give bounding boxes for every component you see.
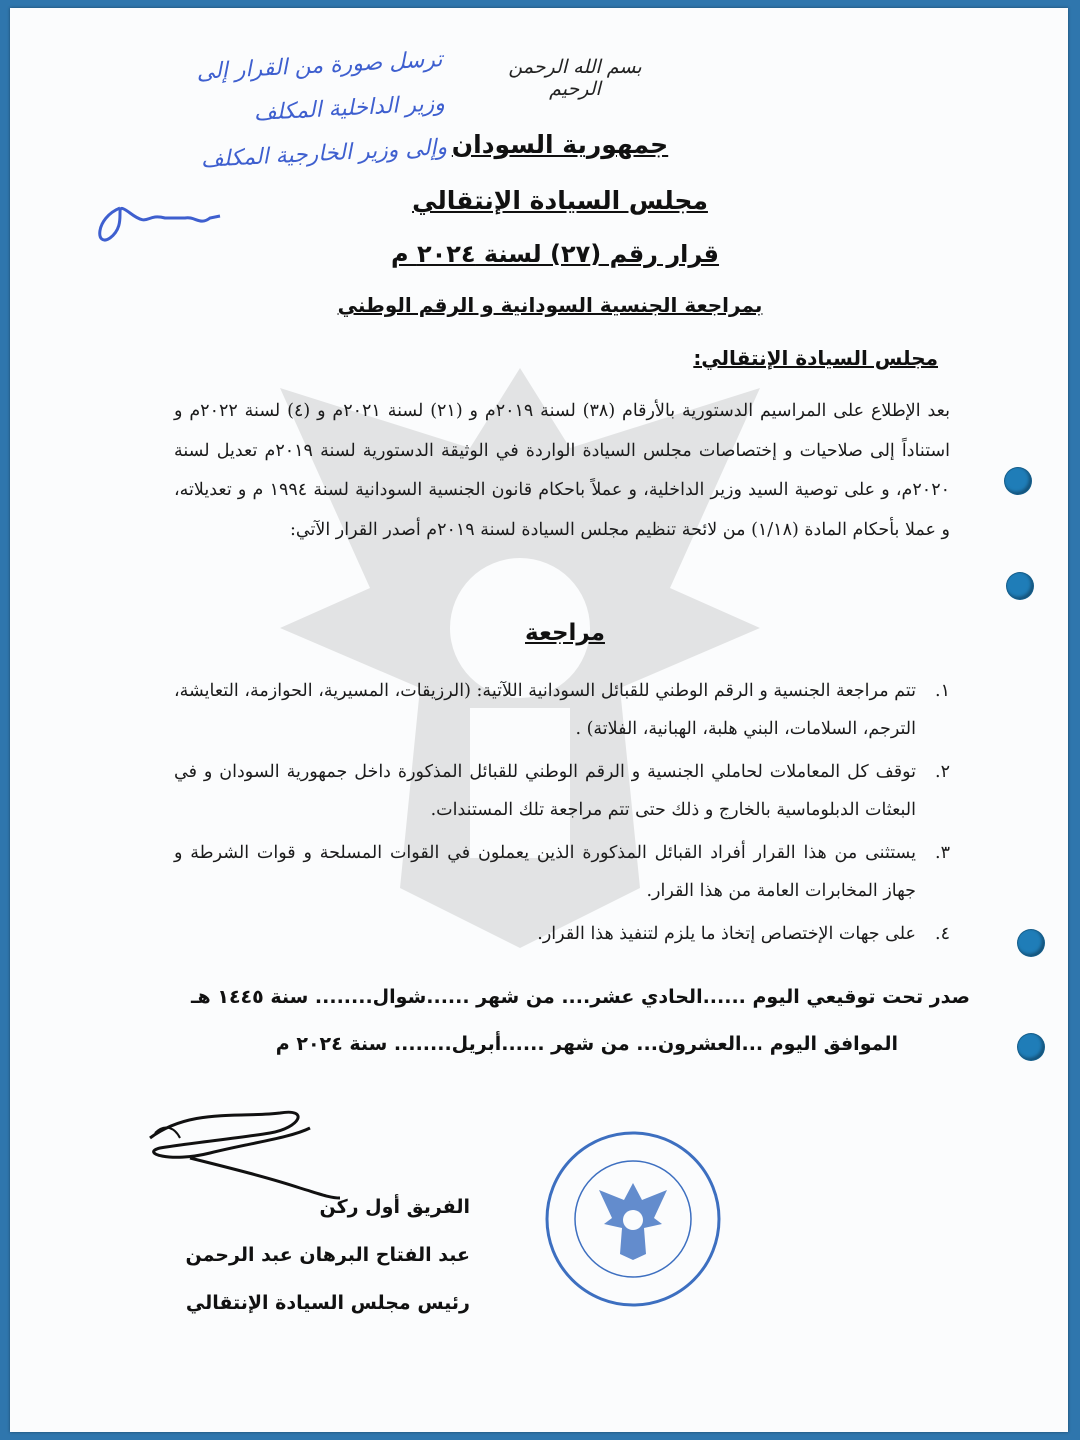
issued-date-line: صدر تحت توقيعي اليوم ......الحادي عشر.... من شهر ......شوال........ سنة ١٤٤٥ هـ: [191, 986, 970, 1008]
handwritten-note: [62, 38, 448, 190]
basmala: بسم الله الرحمن الرحيم: [508, 56, 642, 100]
signatory-name: عبد الفتاح البرهان عبد الرحمن: [185, 1244, 470, 1266]
punch-hole: [1018, 930, 1044, 956]
section-title: مراجعة: [525, 620, 605, 646]
document-page: [10, 8, 1068, 1432]
council-heading: مجلس السيادة الإنتقالي: [412, 186, 708, 215]
item-number: ٢.: [935, 762, 950, 782]
council-label: مجلس السيادة الإنتقالي:: [693, 346, 938, 370]
signatory-block: [185, 1183, 470, 1327]
official-stamp: [542, 1128, 724, 1310]
preamble-paragraph: بعد الإطلاع على المراسيم الدستورية بالأرقام (٣٨) لسنة ٢٠١٩م و (٢١) لسنة ٢٠٢١م و (٤) لسنة ٢٠٢٢م و استناداً إلى صلاحيات و إختصاصات مجلس السيادة الواردة في الوثيقة الدستورية لسنة ٢٠١٩م تعديل لسنة ٢٠٢٠م، و على توصية السيد وزير الداخلية، و عملاً باحكام قانون الجنسية السودانية لسنة ١٩٩٤ م و تعديلاته، و عملا بأحكام المادة (١/١٨) من لائحة تنظيم مجلس السيادة لسنة ٢٠١٩م أصدر القرار الآتي:: [174, 401, 950, 540]
item-number: ١.: [935, 681, 950, 701]
decree-heading: قرار رقم (٢٧) لسنة ٢٠٢٤ م: [390, 240, 720, 268]
corresponding-date-line: الموافق اليوم ...العشرون... من شهر ......أبريل........ سنة ٢٠٢٤ م: [275, 1033, 898, 1055]
item-text: تتم مراجعة الجنسية و الرقم الوطني للقبائل السودانية اللآتية: (الرزيقات، المسيرية، الحوازمة، التعايشة، الترجم، السلامات، البني هلبة، الهبانية، الفلاتة) .: [174, 681, 916, 739]
list-item: [174, 672, 950, 748]
subject-heading: بمراجعة الجنسية السودانية و الرقم الوطني: [337, 293, 763, 317]
note-line: ترسل صورة من القرار إلى: [196, 47, 444, 85]
punch-hole: [1005, 468, 1031, 494]
item-number: ٤.: [935, 924, 950, 944]
punch-hole: [1007, 573, 1033, 599]
item-text: توقف كل المعاملات لحاملي الجنسية و الرقم الوطني للقبائل المذكورة داخل جمهورية السودان و في البعثات الدبلوماسية بالخارج و ذلك حتى تتم مراجعة تلك المستندات.: [174, 762, 916, 820]
list-item: [174, 834, 950, 910]
punch-hole: [1018, 1034, 1044, 1060]
signatory-rank: الفريق أول ركن: [319, 1196, 470, 1218]
list-item: [174, 915, 950, 953]
note-line: وزير الداخلية المكلف: [253, 91, 446, 127]
signatory-title: رئيس مجلس السيادة الإنتقالي: [185, 1292, 470, 1314]
list-item: [174, 753, 950, 829]
item-number: ٣.: [935, 843, 950, 863]
country-heading: جمهورية السودان: [451, 130, 669, 159]
item-text: يستثنى من هذا القرار أفراد القبائل المذكورة الذين يعملون في القوات المسلحة و قوات الشرطة و جهاز المخابرات العامة من هذا القرار.: [174, 843, 916, 901]
decree-items: [174, 672, 950, 958]
item-text: على جهات الإختصاص إتخاذ ما يلزم لتنفيذ هذا القرار.: [537, 924, 916, 944]
initials-scribble: [90, 188, 230, 258]
note-line: وإلى وزير الخارجية المكلف: [200, 135, 448, 173]
